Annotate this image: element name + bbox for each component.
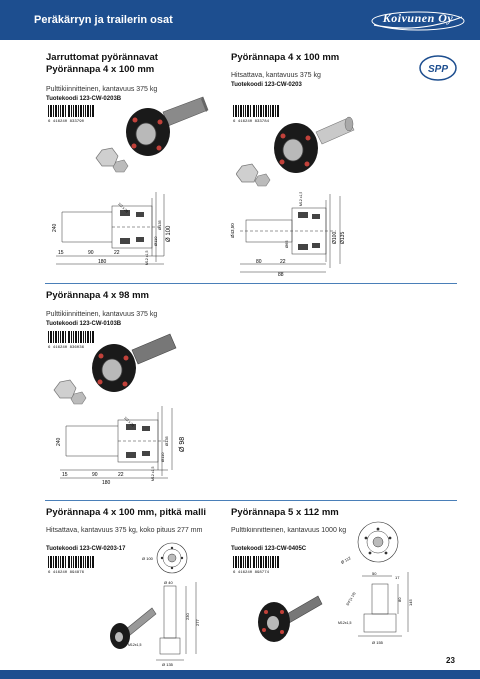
spp-logo (418, 54, 458, 82)
dim-label: M12x1,5 (128, 643, 142, 647)
product-2-technical-drawing (226, 192, 356, 276)
wheel-nut-icon (236, 164, 258, 182)
dim-label: M12x1,5 (338, 621, 352, 625)
product-1-photo (88, 92, 213, 182)
section-divider (45, 283, 457, 284)
brand-name: Koivunen Oy (382, 11, 454, 25)
product-1-code: Tuotekoodi 123-CW-0203B (46, 96, 122, 102)
product-5-code: Tuotekoodi 123-CW-0405C (231, 546, 307, 552)
product-1-description: Pulttikiinnitteinen, kantavuus 375 kg (46, 86, 158, 93)
product-3-code: Tuotekoodi 123-CW-0103B (46, 321, 122, 327)
dim-label: 3/4"(x 18) (345, 591, 357, 607)
product-5-barcode-icon (231, 556, 281, 570)
dim-label: 230 (185, 613, 190, 620)
dim-label: Ø 112 (340, 555, 352, 565)
dim-label: 145 (408, 599, 413, 606)
product-4-barcode-number: 6 416240 894876 (48, 571, 85, 575)
product-5-flange-front-view (340, 520, 402, 572)
product-4-code: Tuotekoodi 123-CW-0203-17 (46, 546, 126, 552)
dim-label: Ø 98 (179, 436, 186, 452)
dim-label: 88 (278, 272, 284, 276)
dim-label: M12 x1,5 (299, 192, 303, 206)
dim-label: Ø110 (153, 236, 158, 246)
dim-label: 80 (397, 597, 402, 602)
product-3-title: Pyörännapa 4 x 98 mm (46, 290, 149, 301)
dim-label: Ø100 (332, 231, 338, 244)
product-2-barcode-number: 6 416240 833784 (233, 120, 270, 124)
dim-label: Ø135 (340, 231, 346, 244)
dim-label: 240 (52, 223, 58, 232)
dim-label: Ø 100 (166, 225, 172, 242)
wheel-nut-icon (54, 380, 76, 398)
page-header (0, 0, 480, 40)
axle-stub-icon (132, 334, 176, 364)
dim-label: 22 (114, 250, 120, 256)
product-4-flange-front-view (140, 540, 220, 578)
dim-label: 17 (395, 575, 400, 580)
product-2-description: Hitsattava, kantavuus 375 kg (231, 72, 321, 79)
dim-label: 180 (98, 259, 107, 265)
dim-label: 90 (88, 250, 94, 256)
dim-label: 15 (62, 472, 68, 478)
dim-label: M12 x1,5 (151, 466, 155, 481)
dim-label: Ø 155 (372, 640, 383, 645)
section-divider (45, 500, 457, 501)
dim-label: 22 (280, 259, 286, 265)
dim-label: 240 (56, 437, 62, 446)
product-2-title: Pyörännapa 4 x 100 mm (231, 52, 340, 63)
product-5-photo-and-drawing (252, 570, 417, 660)
product-5-description: Pulttikiinnitteinen, kantavuus 1000 kg (231, 527, 347, 534)
product-3-description: Pulttikiinnitteinen, kantavuus 375 kg (46, 311, 158, 318)
wheel-nut-icon (255, 174, 270, 186)
product-3-technical-drawing (56, 404, 191, 486)
dim-label: Ø 135 (162, 662, 173, 667)
product-1-technical-drawing (52, 190, 182, 270)
product-1-title-line1: Jarruttomat pyörännavat (46, 52, 158, 63)
dim-label: 1/2 x 20 (123, 415, 135, 428)
product-5-barcode-number: 6 416240 898774 (233, 571, 270, 575)
footer-bar (0, 670, 480, 679)
page-number: 23 (446, 656, 455, 665)
dim-label: 180 (102, 480, 111, 486)
dim-label: Ø43,50 (230, 223, 235, 238)
dim-label: 80 (256, 259, 262, 265)
dim-label: 277 (195, 619, 200, 626)
product-2-photo (236, 104, 361, 189)
dim-label: 22 (118, 472, 124, 478)
axle-stub-icon (163, 97, 208, 126)
product-1-title-line2: Pyörännapa 4 x 100 mm (46, 64, 155, 75)
product-4-description: Hitsattava, kantavuus 375 kg, koko pituus 277 mm (46, 527, 203, 534)
product-3-photo (46, 326, 186, 410)
product-3-barcode-number: 6 416240 836036 (48, 346, 85, 350)
wheel-nut-icon (96, 148, 118, 166)
dim-label: 90 (92, 472, 98, 478)
dim-label: 15 (58, 250, 64, 256)
dim-label: M12 x1,5 (145, 250, 149, 265)
brand-logo (370, 10, 466, 32)
dim-label: Ø135 (157, 220, 162, 230)
product-1-barcode-number: 6 416240 833790 (48, 120, 85, 124)
dim-label: Ø65 (284, 240, 289, 248)
product-4-title: Pyörännapa 4 x 100 mm, pitkä malli (46, 507, 206, 518)
dim-label: Ø135 (164, 436, 169, 446)
dim-label: Ø 100 (142, 556, 153, 561)
dim-label: Ø110 (160, 452, 165, 462)
dim-label: 50 (372, 571, 377, 576)
product-4-photo-and-drawing (100, 578, 210, 668)
dim-label: 1/2 x 20 (117, 201, 129, 214)
product-4-barcode-icon (46, 556, 96, 570)
product-2-code: Tuotekoodi 123-CW-0203 (231, 82, 302, 88)
dim-label: Ø 40 (164, 580, 173, 585)
product-5-title: Pyörännapa 5 x 112 mm (231, 507, 339, 518)
header-title: Peräkärryn ja trailerin osat (34, 14, 173, 26)
spp-logo-text: SPP (427, 64, 449, 75)
